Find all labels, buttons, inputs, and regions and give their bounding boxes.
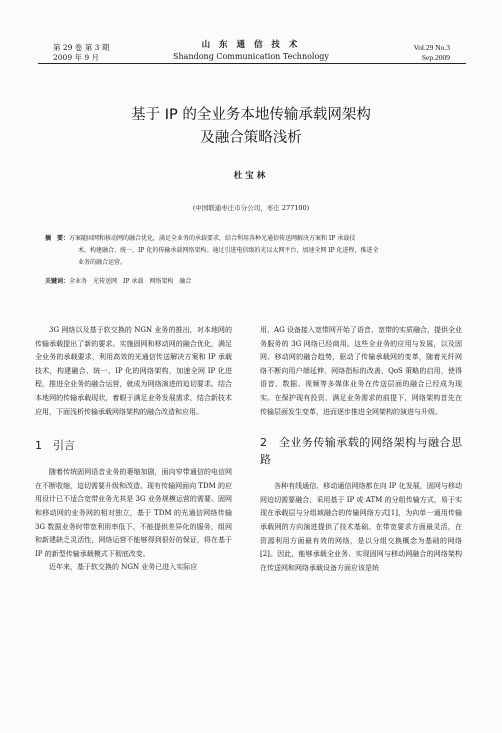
abstract (45, 233, 455, 269)
journal-name-cn: 山 东 通 信 技 术 (201, 40, 301, 50)
author-name: 杜宝林 (233, 171, 269, 181)
keywords-label: 关键词： (45, 278, 70, 285)
abstract-line2: 术，构建融合、统一，IP 化的传输承载网络架构。通过引进电信级的光以太网平台，加速全网 IP 化进程，推进全 (78, 247, 379, 254)
volume-en: Vol.29 No.3 (413, 43, 450, 52)
page-header (0, 0, 502, 76)
journal-name-en: Shandong Communication Technology (173, 52, 329, 61)
section-1-heading: 1 引言 (35, 439, 75, 453)
abstract-label: 摘 要： (45, 235, 70, 242)
abstract-line1: 方案随固网和移动网的融合优化，满足全业务的承载要求，结合利用各种光通信传送网解决方案和 IP 承载技 (69, 235, 356, 242)
paper-title (0, 104, 502, 150)
journal-volume-en (414, 43, 450, 63)
intro-paragraph-continued: 用，AG 设备接入宽带网开始了语音、宽带的实质融合，提供全业务服务的 3G 网络已经商用。这些全业务的应用与发展，以及固网、移动网的融合趋势，驱动了传输承载网的变革，随着光纤网络不断向用户端延伸，网络指标的改善，QoS 策略的启用，使得语音、数据、视频等多媒体业务在传送层面的融合已经成为现实。在保护现有投资、满足业务需求的前提下，网络架构首先在传输层面发生变革，进而逐步推进全网架构的演进与升级。 (260, 326, 462, 416)
section-2-heading: 2 全业务传输承载的网络架构与融合思路 (260, 436, 462, 467)
keywords (45, 276, 455, 288)
body-right-column (260, 324, 462, 575)
section-1-paragraph-1: 随着传统固网语音业务的萎缩加剧，面向窄带通信的电信网在不断收缩，迫切需要升级和改造。现有传输网面向 TDM 的应用设计已不适合宽带业务尤其是 3G 业务规模运营的需要。固网和移动网的业务网的相对独立，基于 TDM 的光通信网络传输 3G 数据业务时带宽利用率低下、不能提供差异化的服务，组网和新建缺乏灵活性，网络运营不能够得到很好的保证，将在基于 IP 的新型传输承载模式下彻底改变。 (35, 468, 232, 558)
section-2-paragraph-1: 各种有线通信、移动通信网络都在向 IP 化发展，固网与移动网迫切需要融合，采用基于 IP 或 ATM 的分组传输方式，易于实现在承载层与分组域融合的传输网络方式[1]，为向单一通用传输承载网的方向演进提供了技术基础。在带宽要求方面最灵活，在资源利用方面最有效的网络，是以分组交换概念为基础的网络[2]。因此，能够承载全业务、实现固网与移动网融合的网络架构在传送网和网络承载设备方面应该是统 (260, 482, 462, 572)
section-1-paragraph-2: 近年来，基于软交换的 NGN 业务已进入实际应 (49, 563, 198, 572)
intro-paragraph: 3G 网络以及基于软交换的 NGN 业务的推出，对本地网的传输承载提出了新的要求。实施固网和移动网的融合优化，满足全业务的承载要求，利用高效的光通信传送解决方案和 IP 承载技术，构建融合、统一、IP 化的网络架构，加速全网 IP 化进程，推进全业务的融合运营，就成为网络演进的迫切要求。结合本地网的传输承载现状，着眼于满足业务发展需求，结合新技术应用，下面浅析传输承载网络架构的融合改造和应用。 (35, 326, 232, 416)
paper-title-line2: 及融合策略浅析 (200, 130, 302, 146)
keywords-text: 全业务 光传送网 IP 承载 网络架构 融合 (69, 278, 192, 285)
author-affiliation: (中国联通枣庄市分公司，枣庄 277100) (192, 204, 310, 212)
body-left-column (35, 324, 232, 575)
header-divider (38, 63, 466, 64)
volume-issue: 第 29 卷 第 3 期 (53, 43, 110, 52)
paper-title-line1: 基于 IP 的全业务本地传输承载网架构 (131, 107, 371, 123)
abstract-line3: 业务的融合运营。 (78, 259, 127, 266)
issue-date: 2009 年 9 月 (53, 53, 100, 62)
date-en: Sep.2009 (421, 53, 450, 62)
